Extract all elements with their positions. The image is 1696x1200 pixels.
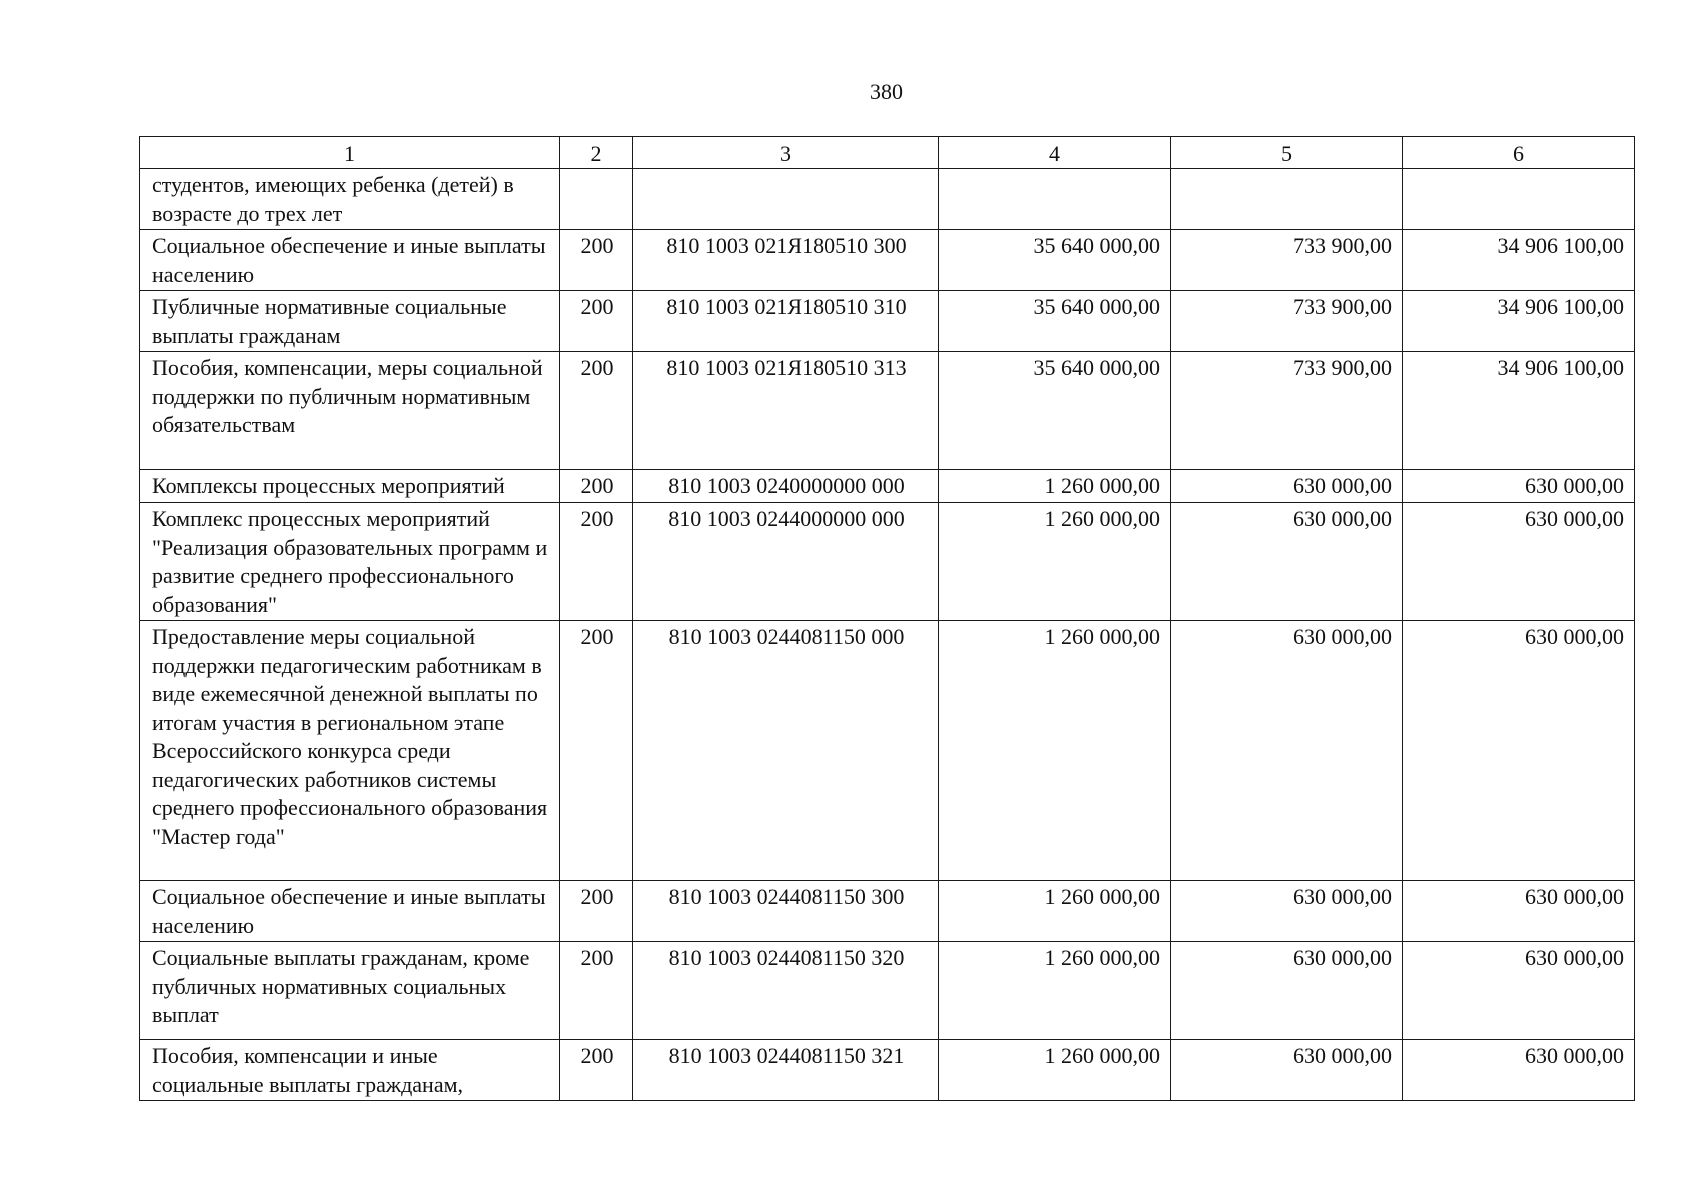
row-name: Социальное обеспечение и иные выплаты населению [140, 230, 560, 291]
page-number: 380 [870, 79, 903, 104]
row-col4: 1 260 000,00 [939, 1040, 1171, 1101]
table-header-row [140, 137, 1635, 169]
row-name: Пособия, компенсации, меры социальной поддержки по публичным нормативным обязательствам [140, 352, 560, 470]
row-name: Социальное обеспечение и иные выплаты населению [140, 881, 560, 942]
table-row [140, 503, 1635, 621]
row-name: Пособия, компенсации и иные социальные выплаты гражданам, [140, 1040, 560, 1101]
row-name: Публичные нормативные социальные выплаты гражданам [140, 291, 560, 352]
row-gr: 200 [560, 881, 633, 942]
row-name: Социальные выплаты гражданам, кроме публичных нормативных социальных выплат [140, 942, 560, 1040]
row-code: 810 1003 0244000000 000 [633, 503, 939, 621]
row-col4: 35 640 000,00 [939, 230, 1171, 291]
row-gr [560, 169, 633, 230]
table-row [140, 942, 1635, 1040]
row-code: 810 1003 021Я180510 310 [633, 291, 939, 352]
row-gr: 200 [560, 1040, 633, 1101]
row-col5: 733 900,00 [1171, 230, 1403, 291]
row-name: Комплекс процессных мероприятий "Реализация образовательных программ и развитие среднего профессионального образования" [140, 503, 560, 621]
row-col5: 630 000,00 [1171, 881, 1403, 942]
row-col4: 1 260 000,00 [939, 503, 1171, 621]
row-gr: 200 [560, 291, 633, 352]
table-row [140, 1040, 1635, 1101]
row-col6: 34 906 100,00 [1403, 352, 1635, 470]
row-code: 810 1003 0244081150 321 [633, 1040, 939, 1101]
row-col4 [939, 169, 1171, 230]
column-header: 6 [1403, 137, 1635, 169]
row-name: Предоставление меры социальной поддержки педагогическим работникам в виде ежемесячной денежной выплаты по итогам участия в региональном этапе Всероссийского конкурса среди педагогических работников системы среднего профессионального образования "Мастер года" [140, 621, 560, 881]
row-code: 810 1003 021Я180510 300 [633, 230, 939, 291]
row-col6: 630 000,00 [1403, 942, 1635, 1040]
row-col4: 35 640 000,00 [939, 291, 1171, 352]
row-col5 [1171, 169, 1403, 230]
table-row [140, 881, 1635, 942]
budget-table [139, 136, 1635, 1101]
table-row [140, 291, 1635, 352]
row-col4: 1 260 000,00 [939, 621, 1171, 881]
table-row [140, 470, 1635, 503]
row-col4: 1 260 000,00 [939, 881, 1171, 942]
table-row [140, 169, 1635, 230]
row-col6: 34 906 100,00 [1403, 230, 1635, 291]
row-col5: 733 900,00 [1171, 291, 1403, 352]
row-name: Комплексы процессных мероприятий [140, 470, 560, 503]
row-col4: 1 260 000,00 [939, 942, 1171, 1040]
row-col4: 35 640 000,00 [939, 352, 1171, 470]
row-col5: 630 000,00 [1171, 942, 1403, 1040]
table-row [140, 621, 1635, 881]
column-header: 3 [633, 137, 939, 169]
row-col6 [1403, 169, 1635, 230]
row-col6: 630 000,00 [1403, 470, 1635, 503]
row-col6: 34 906 100,00 [1403, 291, 1635, 352]
row-col6: 630 000,00 [1403, 621, 1635, 881]
table-row [140, 230, 1635, 291]
row-gr: 200 [560, 352, 633, 470]
row-col5: 630 000,00 [1171, 621, 1403, 881]
row-col6: 630 000,00 [1403, 1040, 1635, 1101]
row-gr: 200 [560, 503, 633, 621]
row-code: 810 1003 0244081150 000 [633, 621, 939, 881]
column-header: 4 [939, 137, 1171, 169]
row-col5: 630 000,00 [1171, 503, 1403, 621]
row-col5: 630 000,00 [1171, 1040, 1403, 1101]
column-header: 2 [560, 137, 633, 169]
row-col6: 630 000,00 [1403, 881, 1635, 942]
row-gr: 200 [560, 470, 633, 503]
row-code: 810 1003 0240000000 000 [633, 470, 939, 503]
row-code: 810 1003 0244081150 300 [633, 881, 939, 942]
row-code: 810 1003 021Я180510 313 [633, 352, 939, 470]
row-name: студентов, имеющих ребенка (детей) в возрасте до трех лет [140, 169, 560, 230]
column-header: 1 [140, 137, 560, 169]
table-row [140, 352, 1635, 470]
row-gr: 200 [560, 942, 633, 1040]
row-gr: 200 [560, 230, 633, 291]
row-gr: 200 [560, 621, 633, 881]
row-col4: 1 260 000,00 [939, 470, 1171, 503]
row-code [633, 169, 939, 230]
row-col6: 630 000,00 [1403, 503, 1635, 621]
column-header: 5 [1171, 137, 1403, 169]
row-col5: 630 000,00 [1171, 470, 1403, 503]
row-col5: 733 900,00 [1171, 352, 1403, 470]
row-code: 810 1003 0244081150 320 [633, 942, 939, 1040]
